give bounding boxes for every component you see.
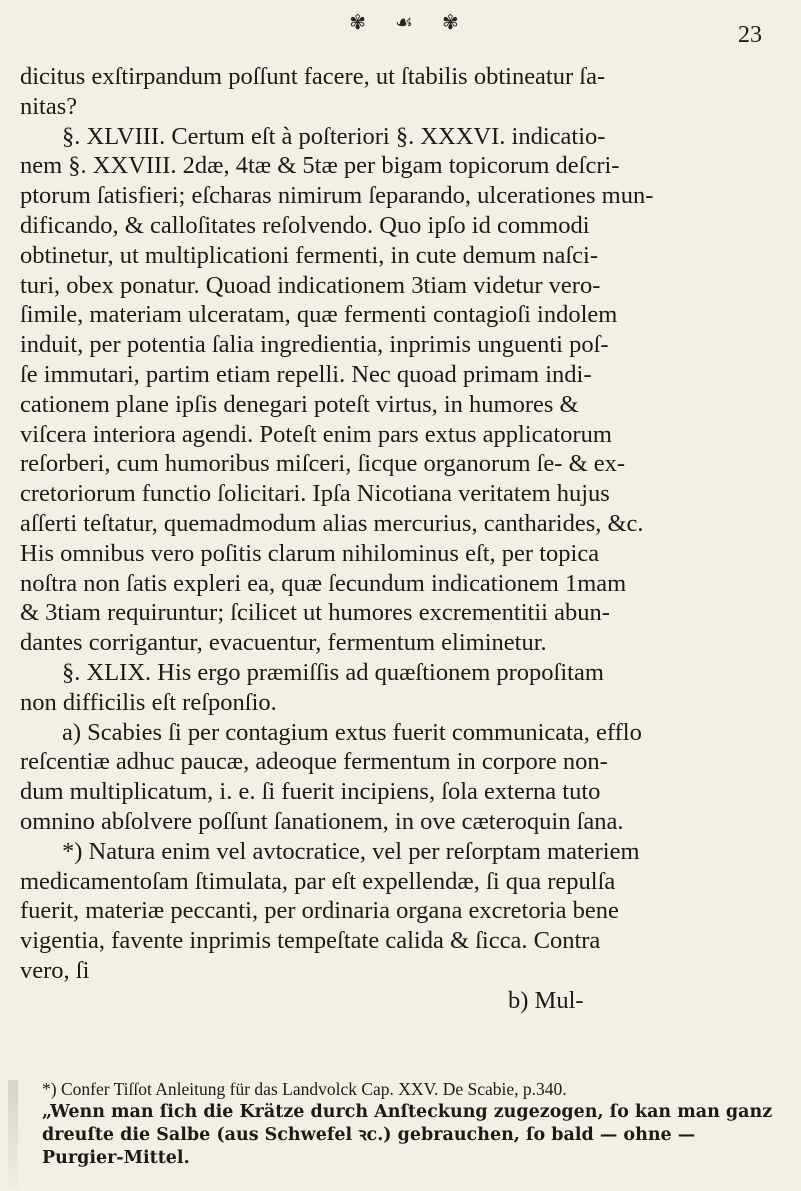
- body-line: dificando, & calloſitates reſolvendo. Quo ipſo id commodi: [20, 211, 590, 239]
- footnote-line: *) Confer Tiſſot Anleitung für das Landvolck Cap. XXV. De Scabie, p.340.: [42, 1079, 567, 1099]
- footnote-line: „Wenn man ſich die Krätze durch Anſteckung zugezogen, ſo kan man ganz: [42, 1102, 773, 1122]
- body-line: cationem plane ipſis denegari poteſt virtus, in humores &: [20, 390, 579, 418]
- body-line: nitas?: [20, 92, 78, 120]
- body-line: vigentia, favente inprimis tempeſtate calida & ſicca. Contra: [20, 927, 601, 955]
- page-number: 23: [738, 22, 762, 48]
- body-line: dicitus exſtirpandum poſſunt facere, ut ſtabilis obtineatur ſa-: [20, 63, 606, 90]
- body-line: ſe immutari, partim etiam repelli. Nec quoad primam indi-: [20, 360, 592, 388]
- body-line: induit, per potentia ſalia ingredientia, inprimis unguenti poſ-: [20, 331, 609, 359]
- body-line: ſimile, materiam ulceratam, quæ fermenti contagioſi indolem: [20, 301, 618, 329]
- page-edge-shadow: [8, 1080, 18, 1190]
- body-line: omnino abſolvere poſſunt ſanationem, in ove cæteroquin ſana.: [20, 807, 624, 835]
- catchword: b) Mul-: [508, 986, 584, 1014]
- body-line: dum multiplicatum, i. e. ſi fuerit incipiens, ſola externa tuto: [20, 778, 601, 806]
- body-line: reſorberi, cum humoribus miſceri, ſicque organorum ſe- & ex-: [20, 450, 626, 478]
- body-line: obtinetur, ut multiplicationi fermenti, in cute demum naſci-: [20, 241, 599, 269]
- body-line: fuerit, materiæ peccanti, per ordinaria organa excretoria bene: [20, 897, 619, 925]
- body-line: aſſerti teſtatur, quemadmodum alias mercurius, cantharides, &c.: [20, 509, 644, 537]
- body-line: ptorum ſatisfieri; eſcharas nimirum ſeparando, ulcerationes mun-: [20, 182, 654, 210]
- item-a: a) Scabies ſi per contagium extus fuerit communicata, efflo: [62, 718, 642, 746]
- body-line: nem §. XXVIII. 2dæ, 4tæ & 5tæ per bigam topicorum deſcri-: [20, 152, 620, 180]
- header-ornament: ✾ ☙ ✾: [349, 12, 471, 34]
- section-heading-xlix: §. XLIX. His ergo præmiſſis ad quæſtionem propoſitam: [62, 658, 604, 686]
- body-line: viſcera interiora agendi. Poteſt enim pars extus applicatorum: [20, 420, 612, 448]
- body-line: non difficilis eſt reſponſio.: [20, 688, 277, 716]
- body-line: vero, ſi: [20, 956, 90, 984]
- body-line: reſcentiæ adhuc paucæ, adeoque fermentum in corpore non-: [20, 748, 608, 776]
- body-line: cretoriorum functio ſolicitari. Ipſa Nicotiana veritatem hujus: [20, 480, 610, 508]
- section-heading-xlviii: §. XLVIII. Certum eſt à poſteriori §. XXXVI. indicatio-: [62, 122, 606, 150]
- footnote-line: Purgier-Mittel.: [42, 1148, 190, 1168]
- body-line: & 3tiam requiruntur; ſcilicet ut humores excrementitii abun-: [20, 599, 610, 627]
- footnote-line: dreuſte die Salbe (aus Schwefel ꝛc.) gebrauchen, ſo bald — ohne —: [42, 1125, 696, 1145]
- body-line: noſtra non ſatis expleri ea, quæ ſecundum indicationem 1mam: [20, 569, 627, 597]
- footnote-marker-line: *) Natura enim vel avtocratice, vel per reſorptam materiem: [62, 837, 640, 865]
- body-line: medicamentoſam ſtimulata, par eſt expellendæ, ſi qua repulſa: [20, 867, 616, 895]
- body-line: turi, obex ponatur. Quoad indicationem 3tiam videtur vero-: [20, 271, 601, 299]
- body-line: His omnibus vero poſitis clarum nihilominus eſt, per topica: [20, 539, 600, 567]
- body-text: [20, 62, 790, 1016]
- body-line: dantes corrigantur, evacuentur, fermentum eliminetur.: [20, 629, 547, 657]
- footnote: [42, 1078, 792, 1170]
